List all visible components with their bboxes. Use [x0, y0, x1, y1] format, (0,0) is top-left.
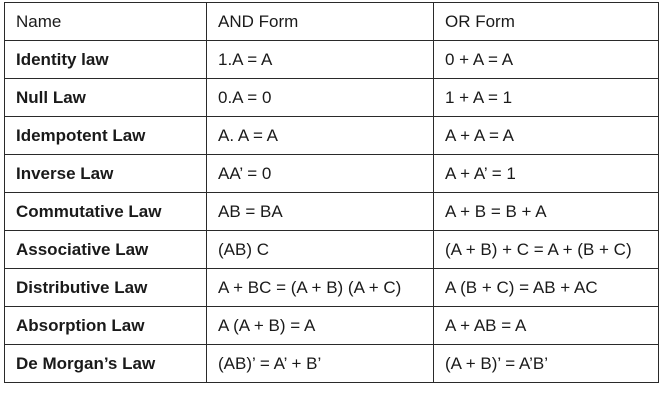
and-form-cell: (AB) C	[207, 231, 434, 269]
and-form-cell: A + BC = (A + B) (A + C)	[207, 269, 434, 307]
table-row	[5, 79, 659, 117]
law-name: Inverse Law	[5, 155, 207, 193]
or-form-cell: A + A = A	[434, 117, 659, 155]
table-body	[5, 41, 659, 383]
and-form-cell: AB = BA	[207, 193, 434, 231]
and-form-cell: 0.A = 0	[207, 79, 434, 117]
or-form-cell: 0 + A = A	[434, 41, 659, 79]
header-or-form: OR Form	[434, 3, 659, 41]
table-row	[5, 345, 659, 383]
law-name: Distributive Law	[5, 269, 207, 307]
and-form-cell: 1.A = A	[207, 41, 434, 79]
or-form-cell: A (B + C) = AB + AC	[434, 269, 659, 307]
table-header	[5, 3, 659, 41]
table-row	[5, 269, 659, 307]
and-form-cell: A. A = A	[207, 117, 434, 155]
header-and-form: AND Form	[207, 3, 434, 41]
or-form-cell: (A + B) + C = A + (B + C)	[434, 231, 659, 269]
law-name: Commutative Law	[5, 193, 207, 231]
header-row	[5, 3, 659, 41]
table-row	[5, 193, 659, 231]
or-form-cell: A + B = B + A	[434, 193, 659, 231]
table-row	[5, 117, 659, 155]
law-name: De Morgan’s Law	[5, 345, 207, 383]
table-row	[5, 231, 659, 269]
law-name: Null Law	[5, 79, 207, 117]
and-form-cell: (AB)’ = A’ + B’	[207, 345, 434, 383]
boolean-laws-table	[4, 2, 659, 383]
or-form-cell: A + A’ = 1	[434, 155, 659, 193]
or-form-cell: A + AB = A	[434, 307, 659, 345]
and-form-cell: A (A + B) = A	[207, 307, 434, 345]
law-name: Associative Law	[5, 231, 207, 269]
header-name: Name	[5, 3, 207, 41]
table-row	[5, 41, 659, 79]
or-form-cell: 1 + A = 1	[434, 79, 659, 117]
law-name: Identity law	[5, 41, 207, 79]
and-form-cell: AA’ = 0	[207, 155, 434, 193]
law-name: Absorption Law	[5, 307, 207, 345]
law-name: Idempotent Law	[5, 117, 207, 155]
or-form-cell: (A + B)’ = A’B’	[434, 345, 659, 383]
table-row	[5, 307, 659, 345]
table-row	[5, 155, 659, 193]
